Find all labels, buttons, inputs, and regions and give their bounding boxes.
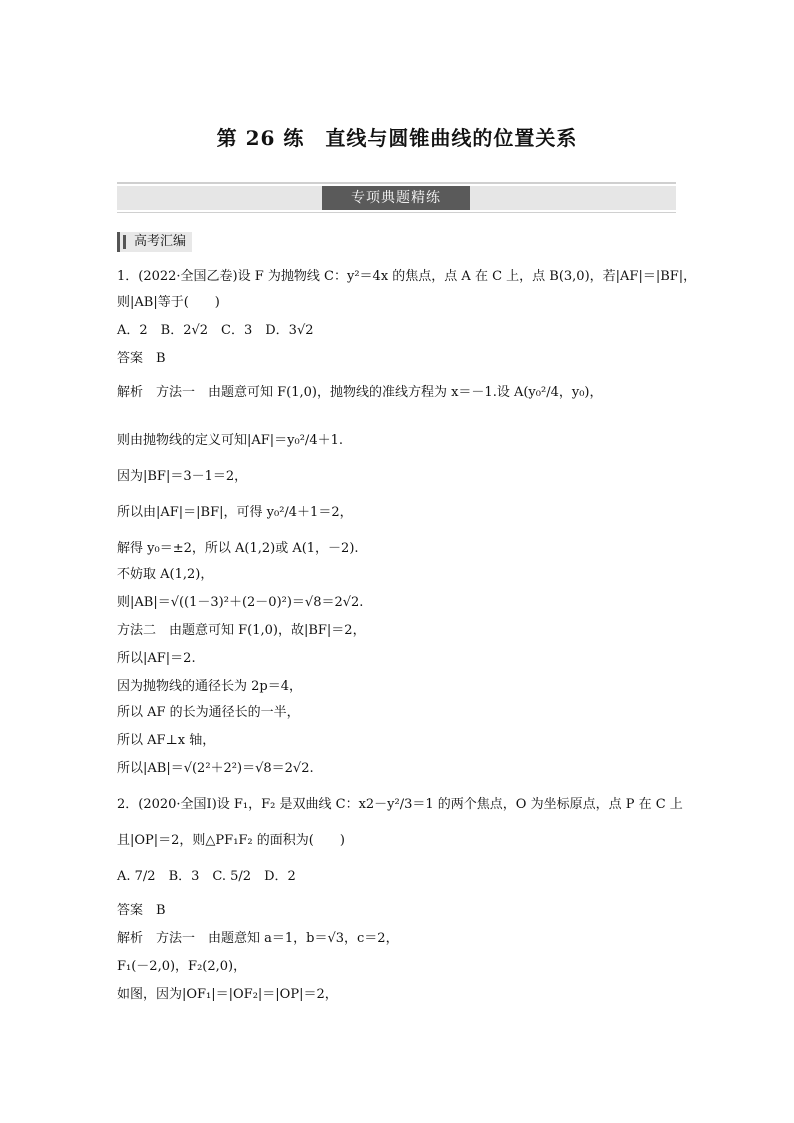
- text-line: 不妨取 A(1,2)，: [117, 567, 214, 582]
- text-line: 所以 AF⊥x 轴，: [117, 733, 216, 748]
- text-line: A. 7/2 B．3 C. 5/2 D．2: [117, 869, 296, 884]
- text-line: 所以|AF|＝2.: [117, 651, 196, 666]
- text-line: 答案 B: [117, 351, 166, 366]
- text-line: 则由抛物线的定义可知|AF|＝y₀²/4＋1.: [117, 433, 343, 448]
- text-line: 因为|BF|＝3－1＝2，: [117, 469, 248, 484]
- text-line: 所以 AF 的长为通径长的一半，: [117, 705, 300, 720]
- text-line: 所以由|AF|＝|BF|，可得 y₀²/4＋1＝2，: [117, 505, 353, 520]
- text-line: 如图，因为|OF₁|＝|OF₂|＝|OP|＝2，: [117, 987, 338, 1002]
- banner-top-rule: [117, 182, 676, 184]
- text-line: 所以|AB|＝√(2²＋2²)＝√8＝2√2.: [117, 761, 314, 776]
- text-line: 1．(2022·全国乙卷)设 F 为抛物线 C：y²＝4x 的焦点，点 A 在 C 上，点 B(3,0)，若|AF|＝|BF|，: [117, 269, 697, 284]
- text-line: 答案 B: [117, 903, 166, 918]
- section-banner: 专项典题精练: [322, 186, 470, 210]
- text-line: F₁(－2,0)，F₂(2,0)，: [117, 959, 247, 974]
- text-line: 方法二 由题意可知 F(1,0)，故|BF|＝2，: [117, 623, 366, 638]
- text-line: 则|AB|＝√((1－3)²＋(2－0)²)＝√8＝2√2.: [117, 595, 364, 610]
- text-line: 且|OP|＝2，则△PF₁F₂ 的面积为( ): [117, 833, 345, 848]
- text-line: 解析 方法一 由题意可知 F(1,0)，抛物线的准线方程为 x＝－1.设 A(y₀²/4，y₀)，: [117, 385, 603, 400]
- text-line: 2．(2020·全国Ⅰ)设 F₁，F₂ 是双曲线 C：x2－y²/3＝1 的两个焦点，O 为坐标原点，点 P 在 C 上: [117, 797, 683, 812]
- text-line: 解析 方法一 由题意知 a＝1，b＝√3，c＝2，: [117, 931, 399, 946]
- text-line: 则|AB|等于( ): [117, 295, 220, 310]
- page-title: 第 26 练 直线与圆锥曲线的位置关系: [216, 126, 578, 150]
- text-line: 解得 y₀＝±2，所以 A(1,2)或 A(1，－2).: [117, 541, 359, 556]
- text-line: A．2 B．2√2 C．3 D．3√2: [117, 323, 314, 338]
- banner-bottom-rule: [117, 212, 676, 213]
- text-line: 因为抛物线的通径长为 2p＝4，: [117, 679, 302, 694]
- section-tag: 高考汇编: [117, 232, 192, 252]
